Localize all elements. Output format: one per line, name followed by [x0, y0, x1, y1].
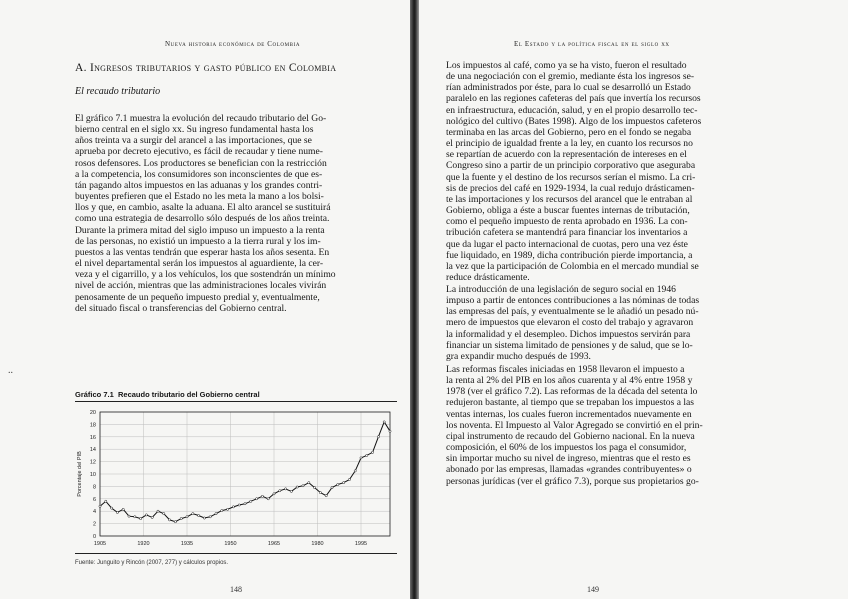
paragraph-line: rían administrados por éste, para lo cual se desarrolló un Estado [446, 82, 691, 94]
y-tick-label: 6 [92, 496, 96, 503]
x-tick-label: 1935 [180, 541, 194, 547]
paragraph-line: que da lugar el pacto internacional de cuotas, pero una vez éste [446, 238, 688, 250]
paragraph-line: redujeron bastante, al tiempo que se trepaban los impuestos a las [446, 397, 695, 409]
paragraph-line: nivel de acción, mientras que las administraciones locales vivirán [75, 280, 327, 292]
data-point [354, 470, 356, 472]
y-tick-label: 2 [92, 521, 96, 528]
chart-gridlines [100, 412, 390, 536]
data-point [343, 482, 345, 484]
data-point [360, 457, 362, 459]
paragraph-line: años treinta va a surgir del arancel a las importaciones, que se [75, 135, 312, 147]
left-paragraph [75, 113, 397, 314]
y-tick-label: 0 [92, 534, 96, 540]
paragraph-line: del situado fiscal o transferencias del Gobierno central. [75, 302, 287, 314]
data-point [273, 493, 275, 495]
paragraph-line: cipal instrumento de recaudo del Gobierno nacional. En la nueva [446, 430, 695, 442]
paragraph-line: que la fuente y el destino de los recursos serían el mismo. La cri- [446, 171, 696, 183]
data-point [256, 498, 258, 500]
paragraph-line: veza y el cigarrillo, y a los vehículos, los que sostendrán un mínimo [75, 269, 336, 281]
data-point [227, 508, 229, 510]
paragraph-line: bierno central en el siglo xx. Su ingreso fundamental hasta los [75, 124, 314, 136]
data-point [116, 511, 118, 513]
x-tick-label: 1905 [93, 541, 107, 547]
paragraph-line: Gobierno, obliga a éste a buscar fuentes internas de tributación, [446, 205, 690, 217]
data-point [232, 506, 234, 508]
y-tick-label: 8 [92, 484, 96, 491]
paragraph-line: a la competencia, los consumidores son inconscientes de que es- [75, 168, 323, 180]
data-point [314, 487, 316, 489]
data-point [99, 505, 101, 507]
paragraph-line: composición, el 60% de los impuestos los paga el consumidor, [446, 442, 687, 454]
paragraph-line: la vez que la participación de Colombia en el mercado mundial se [446, 260, 699, 272]
y-tick-label: 10 [89, 472, 96, 478]
right-paragraph-3 [432, 364, 744, 487]
data-point [319, 492, 321, 494]
paragraph-line: el nivel departamental serán los impuestos al aguardiente, la cer- [75, 258, 324, 270]
figure-source: Fuente: Junguito y Rincón (2007, 277) y cálculos propios. [75, 560, 229, 566]
data-point [285, 488, 287, 490]
data-point [372, 451, 374, 453]
data-point [389, 430, 391, 432]
paragraph-line: rosos defensores. Los productores se benefician con la restricción [75, 157, 327, 169]
paragraph-line: El gráfico 7.1 muestra la evolución del recaudo tributario del Go- [75, 113, 327, 124]
paragraph-line: de las personas, no existió un impuesto a la tierra rural y los im- [75, 235, 321, 247]
data-point [377, 436, 379, 438]
paragraph-line: 1978 (ver el gráfico 7.2). Las reformas de la década del setenta lo [446, 386, 698, 398]
data-point [198, 514, 200, 516]
paragraph-line: tribución cafetera se mantendrá para financiar los inventarios a [446, 227, 688, 239]
subsection-title: El recaudo tributario [75, 86, 161, 97]
x-tick-label: 1950 [224, 541, 237, 547]
paragraph-line: mero de impuestos que elevaron el costo del trabajo y agravaron [446, 317, 694, 329]
paragraph-line: terminaba en las arcas del Gobierno, pero en el fondo se negaba [446, 126, 692, 138]
data-point [238, 504, 240, 506]
data-point [151, 516, 153, 518]
paragraph-line: te las importaciones y los recursos del arancel que le entraban al [446, 193, 693, 205]
y-axis-label: Porcentaje del PIB [77, 451, 83, 497]
paragraph-line: personas jurídicas (ver el gráfico 7.3), porque sus propietarios go- [446, 475, 699, 487]
data-point [261, 495, 263, 497]
paragraph-line: gra expandir mucho después de 1993. [446, 350, 591, 362]
paragraph-line: penosamente de un pequeño impuesto predial y, eventualmente, [75, 291, 320, 303]
y-tick-label: 12 [89, 459, 96, 466]
data-point [250, 500, 252, 502]
data-point [174, 521, 176, 523]
tax-revenue-chart [72, 404, 398, 548]
paragraph-line: Durante la primera mitad del siglo impuso un impuesto a la renta [75, 224, 325, 236]
data-point [180, 518, 182, 520]
paragraph-line: La introducción de una legislación de seguro social en 1946 [446, 284, 676, 295]
data-point [244, 503, 246, 505]
data-point [111, 507, 113, 509]
paragraph-line: los noventa. El Impuesto al Valor Agregado se convirtió en el prin- [446, 419, 703, 431]
data-point [290, 490, 292, 492]
data-point [163, 513, 165, 515]
paragraph-line: el principio de igualdad frente a la ley, en cuanto los recursos no [446, 138, 693, 150]
right-page-number: 149 [587, 585, 599, 594]
paragraph-line: Los impuestos al café, como ya se ha visto, fueron el resultado [446, 60, 687, 71]
paragraph-line: Las reformas fiscales iniciadas en 1958 llevaron el impuesto a [446, 364, 685, 375]
paragraph-line: llos y que, en cambio, asalte la aduana. El alto arancel se sustituirá [75, 202, 331, 214]
paragraph-line: sin importar mucho su nivel de ingreso, mientras que el resto es [446, 453, 691, 465]
data-point [186, 516, 188, 518]
section-title: A. Ingresos tributarios y gasto público en Colombia [75, 62, 337, 74]
x-tick-label: 1995 [354, 541, 368, 547]
right-running-head: El Estado y la política fiscal en el siglo xx [514, 40, 670, 48]
data-point [209, 516, 211, 518]
x-tick-label: 1965 [267, 541, 281, 547]
paragraph-line: abonado por las empresas, llamadas «grandes contribuyentes» o [446, 464, 692, 476]
y-tick-label: 16 [89, 434, 96, 441]
y-tick-label: 4 [92, 509, 96, 516]
paragraph-line: se repartían de acuerdo con la representación de intereses en el [446, 149, 687, 161]
paragraph-line: Congreso sino a partir de un principio corporativo que aseguraba [446, 160, 696, 172]
figure-title: Recaudo tributario del Gobierno central [118, 390, 260, 399]
right-page [419, 0, 848, 599]
data-point [145, 514, 147, 516]
paragraph-line: como una estrategia de desarrollo sólo después de los años treinta. [75, 213, 330, 225]
figure-label: Gráfico 7.1 [75, 390, 114, 399]
left-running-head: Nueva historia económica de Colombia [165, 40, 301, 48]
x-tick-label: 1920 [137, 541, 150, 547]
paragraph-line: de una negociación con el gremio, mediante ésta los ingresos se- [446, 71, 695, 83]
data-point [331, 487, 333, 489]
x-tick-label: 1980 [311, 541, 324, 547]
left-page-number: 148 [230, 585, 242, 594]
data-point [302, 485, 304, 487]
data-point [122, 508, 124, 510]
data-point [337, 483, 339, 485]
book-gutter [410, 0, 419, 599]
paragraph-line: sis de precios del café en 1929-1934, la cual redujo drásticamen- [446, 182, 695, 194]
paragraph-line: puestos a las ventas tendrán que esperar hasta los años sesenta. En [75, 246, 330, 258]
paragraph-line: financiar un sistema limitado de pensiones y de salud, que se lo- [446, 339, 693, 351]
paragraph-line: fue liquidado, en 1989, dicha contribución pierde importancia, a [446, 249, 693, 261]
paragraph-line: la renta al 2% del PIB en los años cuarenta y al 4% entre 1958 y [446, 375, 693, 387]
data-point [383, 421, 385, 423]
figure-bottom-rule [75, 553, 397, 554]
data-point [105, 500, 107, 502]
figure-top-rule [75, 401, 397, 402]
paragraph-line: reduce drásticamente. [446, 271, 530, 283]
data-point [157, 510, 159, 512]
paragraph-line: nológico del cultivo (Bates 1998). Algo de los impuestos cafeteros [446, 115, 702, 127]
data-point [169, 519, 171, 521]
data-point [215, 513, 217, 515]
paragraph-line: como el pequeño impuesto de renta aprobado en 1936. La con- [446, 216, 688, 228]
y-tick-label: 18 [89, 422, 96, 429]
data-point [325, 495, 327, 497]
data-point [221, 509, 223, 511]
paragraph-line: buyentes prefieren que el Estado no les meta la mano a los bolsi- [75, 191, 324, 203]
paragraph-line: ventas internas, los cuales fueron incrementados nuevamente en [446, 408, 692, 420]
paragraph-line: impuso a partir de entonces contribuciones a las nóminas de todas [446, 295, 700, 307]
data-point [192, 513, 194, 515]
data-point [203, 517, 205, 519]
data-point [296, 486, 298, 488]
right-paragraph-1 [432, 60, 744, 283]
data-point [267, 498, 269, 500]
paragraph-line: en infraestructura, educación, salud, y en el propio desarrollo tec- [446, 104, 698, 116]
y-tick-label: 20 [89, 410, 96, 416]
left-page [0, 0, 410, 599]
data-point [308, 482, 310, 484]
data-point [366, 454, 368, 456]
data-point [128, 515, 130, 517]
data-point [348, 478, 350, 480]
data-point [140, 518, 142, 520]
data-point [279, 490, 281, 492]
data-point [134, 516, 136, 518]
margin-mark: .. [8, 365, 13, 376]
right-paragraph-2 [432, 284, 744, 362]
y-tick-label: 14 [89, 447, 96, 454]
paragraph-line: aprueba por decreto ejecutivo, es fácil de recaudar y tiene nume- [75, 146, 323, 158]
paragraph-line: tán pagando altos impuestos en las aduanas y los grandes contri- [75, 179, 323, 191]
paragraph-line: la informalidad y el desempleo. Dichos impuestos servirán para [446, 328, 691, 340]
paragraph-line: paralelo en las regiones cafeteras del país que invertía los recursos [446, 93, 701, 105]
paragraph-line: las empresas del país, y eventualmente se le añadió un pesado nú- [446, 306, 699, 318]
